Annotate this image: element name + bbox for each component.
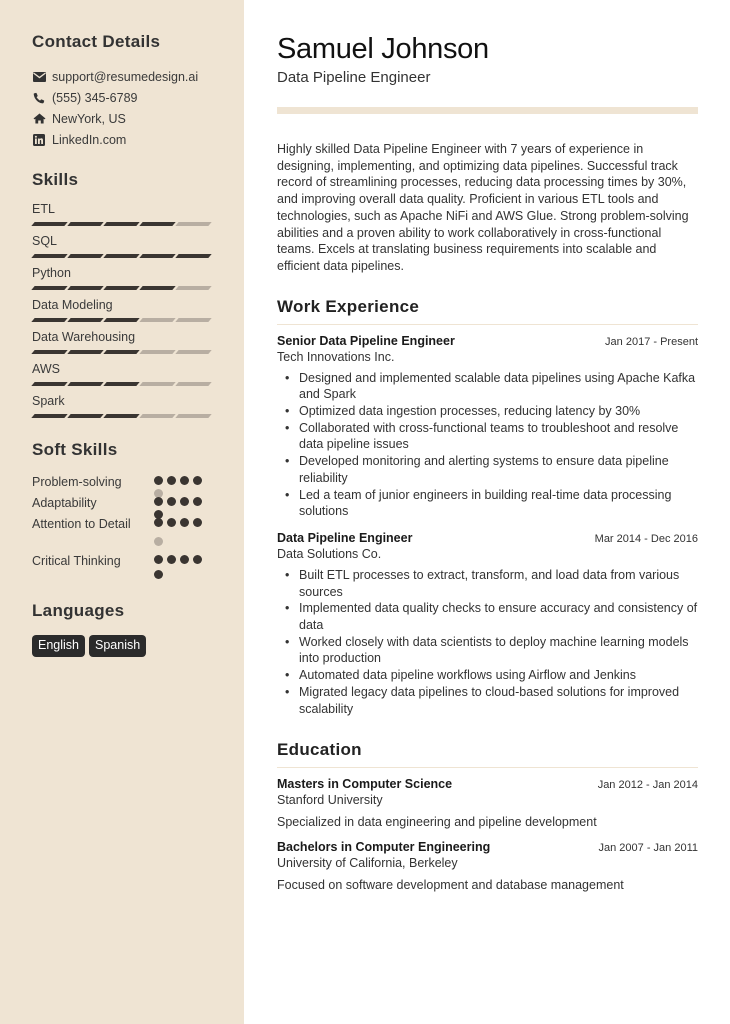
job-title: Data Pipeline Engineer xyxy=(277,530,413,545)
skill-level-segment xyxy=(175,286,211,290)
skill-level-segment xyxy=(175,222,211,226)
skill-name: Spark xyxy=(32,394,65,408)
skill-level-segment xyxy=(67,286,103,290)
job-bullet: • Automated data pipeline workflows using Airflow and Jenkins xyxy=(299,667,698,684)
skill-level-segment xyxy=(103,222,139,226)
sidebar xyxy=(0,0,244,1024)
rating-dot xyxy=(154,537,163,546)
skill-level-segment xyxy=(103,382,139,386)
education-date: Jan 2012 - Jan 2014 xyxy=(597,779,698,792)
skill-level-segment xyxy=(67,222,103,226)
rating-dot xyxy=(154,497,163,506)
skill-level-bar xyxy=(33,250,244,262)
phone-icon xyxy=(32,91,46,105)
skill-name: SQL xyxy=(32,234,58,248)
rating-dot xyxy=(154,555,163,564)
rating-dot xyxy=(193,476,202,485)
skill-level-segment xyxy=(31,414,67,418)
rating-dot xyxy=(167,555,176,564)
job-bullet: • Built ETL processes to extract, transform, and load data from various sources xyxy=(299,567,698,600)
skill-item xyxy=(32,200,244,230)
rating-dot xyxy=(180,555,189,564)
skill-level-segment xyxy=(175,414,211,418)
language-chip: English xyxy=(32,635,85,657)
main-content xyxy=(277,30,698,893)
candidate-name: Samuel Johnson xyxy=(277,33,489,65)
skill-level-segment xyxy=(67,254,103,258)
job-bullet: • Collaborated with cross-functional teams to troubleshoot and resolve data pipeline issues xyxy=(299,420,698,453)
linkedin-icon xyxy=(32,133,46,147)
school: Stanford University xyxy=(277,793,383,808)
skill-level-segment xyxy=(31,350,67,354)
work-heading: Work Experience xyxy=(277,296,420,316)
degree: Masters in Computer Science xyxy=(277,777,453,792)
degree: Bachelors in Computer Engineering xyxy=(277,840,491,855)
soft-skill-name: Adaptability xyxy=(32,496,97,510)
soft-skill-rating xyxy=(154,493,210,514)
soft-skills-heading: Soft Skills xyxy=(32,440,118,459)
skill-level-segment xyxy=(31,382,67,386)
skills-heading: Skills xyxy=(32,170,79,189)
soft-skill-rating xyxy=(154,472,210,493)
languages-section xyxy=(32,601,244,657)
skill-level-bar xyxy=(33,282,244,294)
skill-level-segment xyxy=(139,382,175,386)
skill-name: Data Warehousing xyxy=(32,330,136,344)
rating-dot xyxy=(167,518,176,527)
rating-dot xyxy=(167,497,176,506)
skill-level-segment xyxy=(103,350,139,354)
rating-dot xyxy=(180,497,189,506)
contact-list xyxy=(32,66,244,150)
skill-level-bar xyxy=(33,378,244,390)
soft-skill-item xyxy=(32,493,244,514)
rating-dot xyxy=(193,555,202,564)
rating-dot xyxy=(154,476,163,485)
soft-skill-name: Critical Thinking xyxy=(32,554,121,568)
job-bullet: • Optimized data ingestion processes, reducing latency by 30% xyxy=(299,403,698,420)
job-company: Data Solutions Co. xyxy=(277,546,382,561)
contact-linkedin-text: LinkedIn.com xyxy=(52,132,127,147)
skill-item xyxy=(32,360,244,390)
skill-level-segment xyxy=(103,254,139,258)
skills-list xyxy=(32,200,244,422)
skill-level-segment xyxy=(31,254,67,258)
rating-dot xyxy=(193,518,202,527)
job-bullets xyxy=(277,370,698,520)
soft-skill-name: Problem-solving xyxy=(32,475,122,489)
work-divider xyxy=(277,324,698,325)
skill-level-segment xyxy=(31,222,67,226)
contact-phone[interactable] xyxy=(32,87,244,108)
skill-level-segment xyxy=(103,414,139,418)
skill-level-segment xyxy=(139,350,175,354)
education-date: Jan 2007 - Jan 2011 xyxy=(598,842,698,855)
skill-level-segment xyxy=(175,254,211,258)
education-section xyxy=(277,739,698,893)
contact-section xyxy=(32,32,244,150)
skill-level-segment xyxy=(139,286,175,290)
skill-level-segment xyxy=(67,414,103,418)
skill-level-bar xyxy=(33,346,244,358)
soft-skill-name: Attention to Detail xyxy=(32,517,131,531)
rating-dot xyxy=(180,476,189,485)
skill-item xyxy=(32,392,244,422)
soft-skill-item xyxy=(32,551,244,581)
skill-name: Data Modeling xyxy=(32,298,113,312)
school: University of California, Berkeley xyxy=(277,856,458,871)
job-bullet: • Developed monitoring and alerting systems to ensure data pipeline reliability xyxy=(299,453,698,486)
soft-skill-item xyxy=(32,472,244,493)
skill-item xyxy=(32,296,244,326)
rating-dot xyxy=(193,497,202,506)
rating-dot xyxy=(167,476,176,485)
skill-level-segment xyxy=(175,350,211,354)
job-bullet: • Led a team of junior engineers in building real-time data processing solutions xyxy=(299,487,698,520)
skill-level-segment xyxy=(139,254,175,258)
soft-skill-rating xyxy=(154,514,210,551)
skills-section xyxy=(32,170,244,422)
skill-level-segment xyxy=(31,318,67,322)
job-date: Jan 2017 - Present xyxy=(605,335,698,348)
work-section xyxy=(277,296,698,718)
skill-level-segment xyxy=(139,414,175,418)
language-chip: Spanish xyxy=(89,635,146,657)
envelope-icon xyxy=(32,70,46,84)
contact-linkedin[interactable] xyxy=(32,129,244,150)
education-heading: Education xyxy=(277,740,362,760)
skill-level-bar xyxy=(33,218,244,230)
skill-name: ETL xyxy=(32,202,55,216)
job-bullets xyxy=(277,567,698,717)
skill-level-segment xyxy=(103,318,139,322)
skill-level-segment xyxy=(31,286,67,290)
rating-dot xyxy=(180,518,189,527)
contact-email[interactable] xyxy=(32,66,244,87)
contact-location xyxy=(32,108,244,129)
job-entry xyxy=(277,530,698,717)
job-bullet: • Migrated legacy data pipelines to cloud-based solutions for improved scalability xyxy=(299,684,698,717)
education-divider xyxy=(277,767,698,768)
candidate-title: Data Pipeline Engineer xyxy=(277,69,431,86)
skill-item xyxy=(32,264,244,294)
skill-level-segment xyxy=(175,382,211,386)
education-description: Specialized in data engineering and pipeline development xyxy=(277,815,597,830)
skill-level-segment xyxy=(139,318,175,322)
soft-skills-list xyxy=(32,472,244,581)
soft-skill-item xyxy=(32,514,244,551)
job-bullet: • Worked closely with data scientists to deploy machine learning models into production xyxy=(299,634,698,667)
skill-level-segment xyxy=(139,222,175,226)
contact-heading: Contact Details xyxy=(32,32,161,51)
skill-level-segment xyxy=(103,286,139,290)
skill-level-bar xyxy=(33,410,244,422)
education-entry xyxy=(277,776,698,830)
contact-email-text: support@resumedesign.ai xyxy=(52,69,199,84)
skill-level-segment xyxy=(175,318,211,322)
job-date: Mar 2014 - Dec 2016 xyxy=(594,532,698,545)
home-icon xyxy=(32,112,46,126)
job-entry xyxy=(277,333,698,520)
contact-phone-text: (555) 345-6789 xyxy=(52,90,138,105)
languages-list xyxy=(32,635,244,657)
skill-level-segment xyxy=(67,382,103,386)
job-company: Tech Innovations Inc. xyxy=(277,349,395,364)
education-description: Focused on software development and database management xyxy=(277,878,624,893)
skill-name: Python xyxy=(32,266,71,280)
rating-dot xyxy=(154,518,163,527)
languages-heading: Languages xyxy=(32,601,125,620)
skill-name: AWS xyxy=(32,362,61,376)
skill-item xyxy=(32,232,244,262)
job-bullet: • Designed and implemented scalable data pipelines using Apache Kafka and Spark xyxy=(299,370,698,403)
soft-skill-rating xyxy=(154,551,210,581)
skill-level-bar xyxy=(33,314,244,326)
header-divider xyxy=(277,107,698,114)
job-bullet: • Implemented data quality checks to ensure accuracy and consistency of data xyxy=(299,600,698,633)
skill-level-segment xyxy=(67,350,103,354)
contact-location-text: NewYork, US xyxy=(52,111,126,126)
job-title: Senior Data Pipeline Engineer xyxy=(277,333,455,348)
education-entry xyxy=(277,839,698,893)
skill-level-segment xyxy=(67,318,103,322)
summary: Highly skilled Data Pipeline Engineer with 7 years of experience in designing, implementing, and optimizing data pipelines. Successful track record of streamlining processes, reducing data processing times by 30%, and improving overall data quality. Proficient in various ETL tools and technologies, such as Apache NiFi and AWS Glue. Strong problem-solving abilities and a proven ability to work collaboratively in cross-functional teams. Excels at translating business requirements into scalable and efficient data pipelines. xyxy=(277,142,689,273)
rating-dot xyxy=(154,570,163,579)
skill-item xyxy=(32,328,244,358)
soft-skills-section xyxy=(32,440,244,581)
